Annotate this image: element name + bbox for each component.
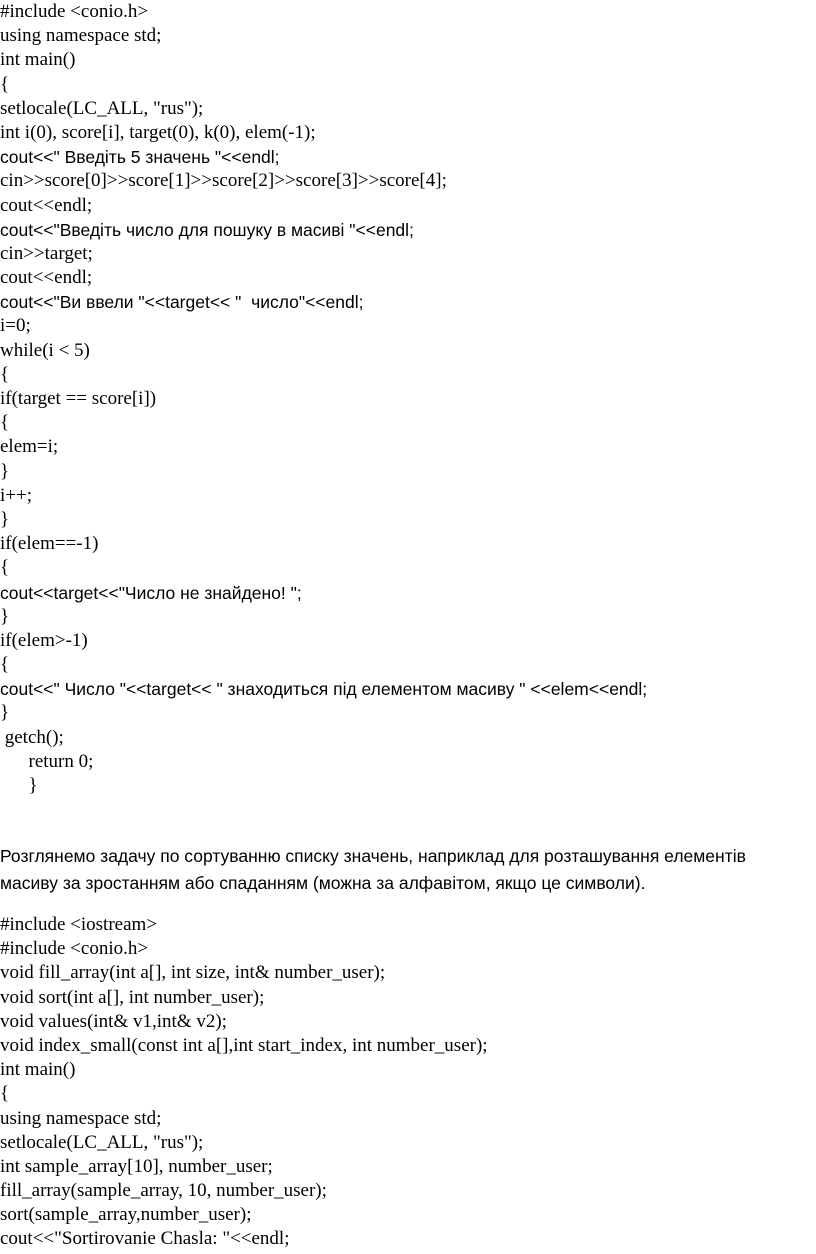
code-line: } (0, 605, 10, 627)
code-line: cout<<"Ви ввели "<<target<< " число"<<endl; (0, 292, 364, 313)
code-line: int main() (0, 1059, 76, 1081)
code-line: int main() (0, 49, 76, 71)
code-line: cout<<" Введіть 5 значень "<<endl; (0, 147, 280, 168)
code-line: cout<<endl; (0, 267, 93, 289)
code-line: if(elem==-1) (0, 533, 99, 555)
code-line: elem=i; (0, 436, 59, 458)
code-line: cin>>score[0]>>score[1]>>score[2]>>score[3]>>score[4]; (0, 170, 447, 192)
code-line: int i(0), score[i], target(0), k(0), elem(-1); (0, 121, 316, 143)
paragraph-line: масиву за зростанням або спаданням (можна за алфавітом, якщо це символи). (0, 873, 646, 893)
code-line: setlocale(LC_ALL, "rus"); (0, 97, 204, 119)
code-line: cout<<endl; (0, 194, 93, 216)
code-line: { (0, 73, 10, 95)
code-line: void fill_array(int a[], int size, int& number_user); (0, 962, 386, 984)
code-line: #include <conio.h> (0, 938, 149, 960)
paragraph-line: Розглянемо задачу по сортуванню списку значень, наприклад для розташування елементів (0, 846, 746, 866)
description-paragraph (0, 843, 816, 897)
code-line: cout<<" Число "<<target<< " знаходиться під елементом масиву " <<elem<<endl; (0, 679, 648, 700)
code-line: if(target == score[i]) (0, 388, 157, 409)
code-line: #include <conio.h> (0, 1, 149, 22)
code-line: } (0, 775, 38, 796)
code-line: fill_array(sample_array, 10, number_user); (0, 1180, 327, 1202)
code-line: #include <iostream> (0, 914, 158, 935)
code-listing-sort (0, 913, 816, 1252)
code-line: if(elem>-1) (0, 629, 88, 651)
code-line: { (0, 1083, 10, 1105)
code-line: { (0, 557, 10, 579)
code-line: void values(int& v1,int& v2); (0, 1010, 227, 1032)
code-line: { (0, 412, 10, 434)
code-line: i=0; (0, 315, 31, 337)
code-line: i++; (0, 484, 32, 506)
code-line: setlocale(LC_ALL, "rus"); (0, 1131, 204, 1153)
code-line: } (0, 702, 10, 724)
code-line: while(i < 5) (0, 339, 90, 361)
code-line: using namespace std; (0, 1107, 162, 1129)
code-line: cout<<"Введіть число для пошуку в масиві "<<endl; (0, 219, 414, 240)
code-line: using namespace std; (0, 25, 162, 47)
code-line: { (0, 363, 10, 385)
code-line: cout<<target<<"Число не знайдено! "; (0, 582, 302, 603)
code-line: getch(); (0, 726, 64, 748)
code-line: cin>>target; (0, 242, 93, 264)
code-line: sort(sample_array,number_user); (0, 1204, 252, 1226)
code-line: cout<<"Sortirovanie Chasla: "<<endl; (0, 1228, 290, 1250)
code-line: int sample_array[10], number_user; (0, 1155, 273, 1177)
code-line: { (0, 654, 10, 676)
code-line: } (0, 508, 10, 530)
code-line: void sort(int a[], int number_user); (0, 986, 265, 1008)
code-line: void index_small(const int a[],int start_index, int number_user); (0, 1034, 488, 1056)
code-line: } (0, 460, 10, 482)
code-line: return 0; (0, 750, 94, 772)
